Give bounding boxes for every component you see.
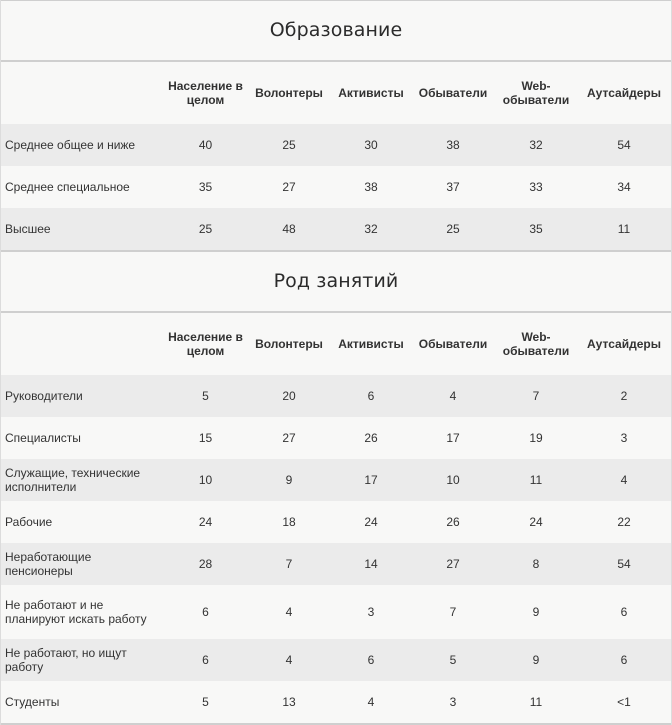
column-header: Население в целом — [168, 79, 243, 107]
row-label: Неработающие пенсионеры — [1, 543, 164, 585]
table-cell: 32 — [495, 124, 577, 166]
table-cell: 19 — [495, 417, 577, 459]
table-cell: 6 — [164, 585, 247, 639]
table-cell: 6 — [577, 639, 671, 681]
table-row — [1, 417, 671, 459]
table-cell: 4 — [247, 585, 331, 639]
table-cell: 30 — [331, 124, 411, 166]
table-cell: 11 — [495, 459, 577, 501]
column-header: Активисты — [338, 337, 404, 351]
table-cell: 54 — [577, 124, 671, 166]
table-cell: 5 — [164, 375, 247, 417]
table-cell: 3 — [577, 417, 671, 459]
column-header: Население в целом — [168, 330, 243, 358]
table-cell: 4 — [577, 459, 671, 501]
table-cell: 7 — [411, 585, 495, 639]
table-cell: 35 — [164, 166, 247, 208]
table-cell: 9 — [495, 639, 577, 681]
row-label: Среднее специальное — [1, 166, 164, 208]
table-cell: 27 — [247, 166, 331, 208]
row-label: Среднее общее и ниже — [1, 124, 164, 166]
table-cell: 35 — [495, 208, 577, 250]
row-label: Служащие, технические исполнители — [1, 459, 164, 501]
column-header: Активисты — [338, 86, 404, 100]
table-cell: 22 — [577, 501, 671, 543]
column-header: Волонтеры — [255, 86, 323, 100]
column-header — [1, 313, 164, 375]
column-header: Волонтеры — [255, 337, 323, 351]
table-row — [1, 543, 671, 585]
education-table — [1, 62, 671, 250]
table-cell: 5 — [164, 681, 247, 723]
table-cell: 4 — [411, 375, 495, 417]
row-label: Руководители — [1, 375, 164, 417]
table-cell: 25 — [247, 124, 331, 166]
table-cell: 15 — [164, 417, 247, 459]
table-cell: 24 — [164, 501, 247, 543]
table-row — [1, 639, 671, 681]
table-cell: 32 — [331, 208, 411, 250]
column-header: Обыватели — [418, 86, 488, 100]
header-row — [1, 313, 671, 375]
table-row — [1, 375, 671, 417]
table-cell: 5 — [411, 639, 495, 681]
table-cell: 6 — [331, 639, 411, 681]
row-label: Не работают, но ищут работу — [1, 639, 164, 681]
table-cell: 9 — [495, 585, 577, 639]
table-cell: 8 — [495, 543, 577, 585]
table-cell: 6 — [164, 639, 247, 681]
table-cell: 33 — [495, 166, 577, 208]
column-header: Аутсайдеры — [587, 337, 661, 351]
column-header: Аутсайдеры — [587, 86, 661, 100]
table-cell: 28 — [164, 543, 247, 585]
table-cell: 34 — [577, 166, 671, 208]
table-cell: 10 — [164, 459, 247, 501]
row-label: Рабочие — [1, 501, 164, 543]
table-row — [1, 585, 671, 639]
table-cell: 6 — [577, 585, 671, 639]
table-cell: 38 — [411, 124, 495, 166]
table-cell: 48 — [247, 208, 331, 250]
column-header — [1, 62, 164, 124]
table-cell: 3 — [411, 681, 495, 723]
table-cell: 20 — [247, 375, 331, 417]
table-cell: 3 — [331, 585, 411, 639]
table-cell: 7 — [247, 543, 331, 585]
row-label: Не работают и не планируют искать работу — [1, 585, 164, 639]
table-cell: 40 — [164, 124, 247, 166]
table-cell: 25 — [411, 208, 495, 250]
occupation-table — [1, 313, 671, 723]
table-cell: 27 — [247, 417, 331, 459]
row-label: Специалисты — [1, 417, 164, 459]
table-cell: 11 — [495, 681, 577, 723]
table-cell: 26 — [411, 501, 495, 543]
column-header: Обыватели — [418, 337, 488, 351]
row-label: Высшее — [1, 208, 164, 250]
section-title-education: Образование — [269, 19, 403, 41]
table-cell: 18 — [247, 501, 331, 543]
table-row — [1, 166, 671, 208]
table-cell: 25 — [164, 208, 247, 250]
table-cell: 2 — [577, 375, 671, 417]
table-cell: 7 — [495, 375, 577, 417]
table-cell: 10 — [411, 459, 495, 501]
table-cell: 6 — [331, 375, 411, 417]
table-cell: 9 — [247, 459, 331, 501]
table-row — [1, 459, 671, 501]
table-cell: 26 — [331, 417, 411, 459]
row-label: Студенты — [1, 681, 164, 723]
table-cell: 24 — [495, 501, 577, 543]
table-cell: 54 — [577, 543, 671, 585]
table-cell: 17 — [331, 459, 411, 501]
table-row — [1, 501, 671, 543]
table-cell: 38 — [331, 166, 411, 208]
table-row — [1, 124, 671, 166]
table-cell: 4 — [247, 639, 331, 681]
table-row — [1, 681, 671, 723]
table-cell: 4 — [331, 681, 411, 723]
header-row — [1, 62, 671, 124]
table-cell: 24 — [331, 501, 411, 543]
table-cell: 13 — [247, 681, 331, 723]
table-cell: <1 — [577, 681, 671, 723]
table-cell: 37 — [411, 166, 495, 208]
table-cell: 27 — [411, 543, 495, 585]
table-cell: 11 — [577, 208, 671, 250]
column-header: Web-обыватели — [502, 330, 570, 358]
table-cell: 14 — [331, 543, 411, 585]
table-cell: 17 — [411, 417, 495, 459]
column-header: Web-обыватели — [502, 79, 570, 107]
table-row — [1, 208, 671, 250]
section-title-occupation: Род занятий — [273, 270, 399, 292]
